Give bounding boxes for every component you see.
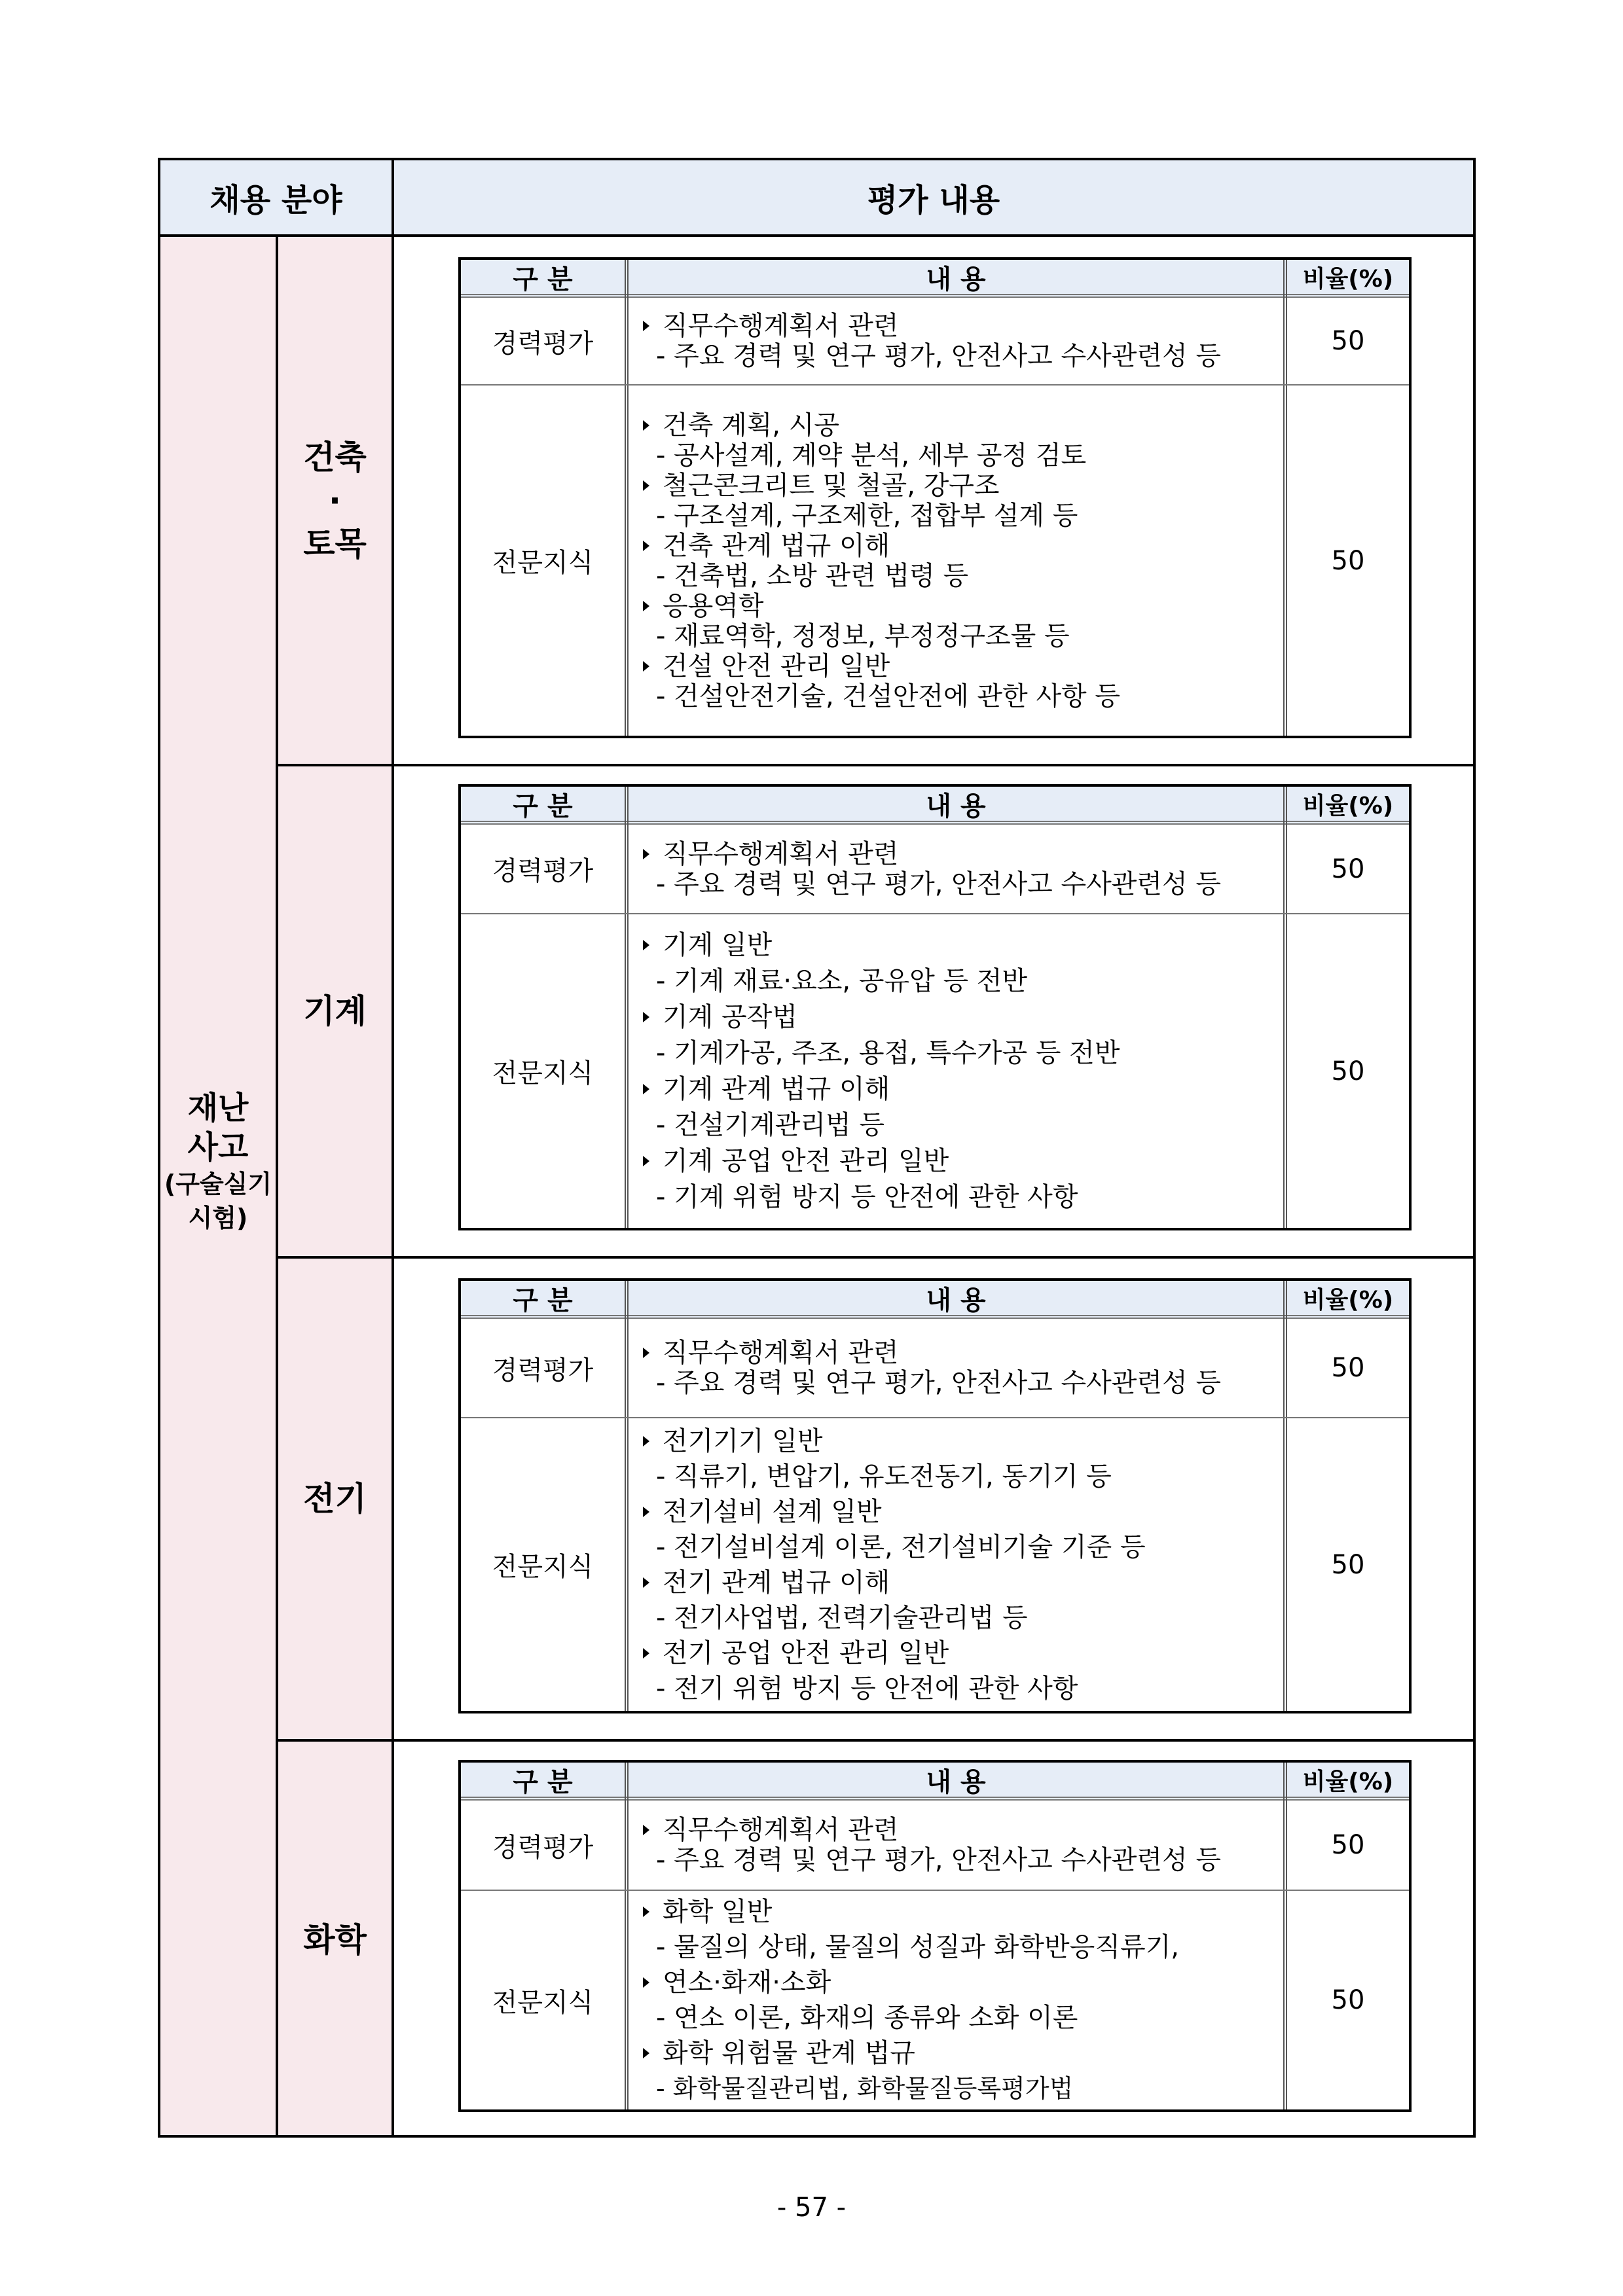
field-label-chemical	[278, 1742, 392, 2138]
field-line: 전기	[303, 1480, 367, 1518]
sub-item: - 전기 위험 방지 등 안전에 관한 사항	[656, 1673, 1078, 1704]
bullet-item	[643, 2036, 1298, 2071]
sub-item: - 전기설비설계 이론, 전기설비기술 기준 등	[656, 1532, 1146, 1562]
eval-table-header	[461, 1281, 1409, 1319]
field-label-mechanical	[278, 766, 392, 1256]
bullet-item	[643, 651, 1298, 681]
bullet-text: 화학 위험물 관계 법규	[663, 2038, 915, 2068]
section-divider-3	[278, 1739, 1473, 1742]
row-type: 전문지식	[492, 548, 594, 578]
table-header-row	[160, 160, 1473, 234]
col-header-ratio: 비율(%)	[1302, 792, 1394, 819]
sub-item: - 건축법, 소방 관련 법령 등	[656, 560, 969, 591]
sub-item: - 기계가공, 주조, 용접, 특수가공 등 전반	[656, 1037, 1120, 1068]
field-line: 기계	[303, 992, 367, 1030]
bullet-text: 직무수행계획서 관련	[663, 1338, 899, 1368]
bullet-text: 철근콘크리트 및 철골, 강구조	[663, 470, 1000, 501]
bullet-item	[643, 311, 1298, 341]
col-header-content: 내 용	[926, 791, 986, 821]
section-divider-1	[278, 764, 1473, 766]
bullet-item	[643, 1338, 1298, 1368]
bullet-item	[643, 531, 1298, 561]
eval-table-header	[461, 260, 1409, 298]
header-field-cell	[160, 160, 392, 234]
sub-item: - 건설기계관리법 등	[656, 1109, 884, 1140]
row-ratio: 50	[1331, 545, 1365, 576]
bullet-text: 기계 일반	[663, 929, 773, 960]
col-header-category: 구 분	[513, 1767, 573, 1797]
triangle-bullet-icon	[643, 420, 649, 431]
field-line: 토목	[303, 524, 367, 563]
bullet-item	[643, 1494, 1298, 1530]
row-type: 경력평가	[492, 856, 594, 886]
sub-item: - 공사설계, 계약 분석, 세부 공정 검토	[656, 440, 1087, 471]
sub-item: - 물질의 상태, 물질의 성질과 화학반응직류기,	[656, 1932, 1179, 1962]
col-header-category: 구 분	[513, 1285, 573, 1316]
sub-item: - 기계 재료·요소, 공유압 등 전반	[656, 965, 1028, 996]
bullet-text: 기계 공업 안전 관리 일반	[663, 1145, 949, 1176]
row-content	[629, 1418, 1298, 1711]
triangle-bullet-icon	[643, 1012, 649, 1022]
category-line-2: 사고	[187, 1129, 249, 1166]
header-field-label: 채용 분야	[210, 182, 342, 219]
row-type: 경력평가	[492, 1355, 594, 1386]
bullet-item	[643, 1965, 1298, 2000]
row-type: 경력평가	[492, 1832, 594, 1863]
triangle-bullet-icon	[643, 661, 649, 672]
eval-table-electrical	[458, 1278, 1412, 1713]
row-ratio: 50	[1331, 853, 1365, 884]
sub-item: - 주요 경력 및 연구 평가, 안전사고 수사관련성 등	[656, 341, 1222, 371]
bullet-item	[643, 1424, 1298, 1459]
field-line: ·	[329, 481, 341, 520]
eval-table-architecture	[458, 257, 1412, 738]
bullet-item	[643, 471, 1298, 501]
sub-item: - 주요 경력 및 연구 평가, 안전사고 수사관련성 등	[656, 1368, 1222, 1398]
sub-item: - 전기사업법, 전력기술관리법 등	[656, 1602, 1028, 1633]
bullet-text: 전기설비 설계 일반	[663, 1496, 882, 1527]
triangle-bullet-icon	[643, 2048, 649, 2058]
bullet-text: 기계 공작법	[663, 1001, 797, 1032]
col-header-category: 구 분	[513, 791, 573, 821]
sub-item: - 기계 위험 방지 등 안전에 관한 사항	[656, 1181, 1078, 1212]
row-type: 전문지식	[492, 1552, 594, 1582]
triangle-bullet-icon	[643, 601, 649, 611]
bullet-text: 전기기기 일반	[663, 1426, 823, 1456]
field-label-electrical	[278, 1259, 392, 1739]
bullet-text: 기계 관계 법규 이해	[663, 1073, 890, 1104]
row-ratio: 50	[1331, 1830, 1365, 1860]
triangle-bullet-icon	[643, 1577, 649, 1588]
row-content	[629, 1319, 1298, 1417]
bullet-item	[643, 999, 1298, 1035]
category-line-1: 재난	[187, 1090, 249, 1126]
col-header-content: 내 용	[926, 1767, 986, 1797]
row-ratio: 50	[1331, 1056, 1365, 1086]
row-ratio: 50	[1331, 1353, 1365, 1383]
bullet-text: 건축 계획, 시공	[663, 410, 839, 440]
col-header-content: 내 용	[926, 1285, 986, 1316]
row-content	[629, 825, 1298, 913]
sub-item: - 건설안전기술, 건설안전에 관한 사항 등	[656, 681, 1120, 711]
row-ratio: 50	[1331, 1985, 1365, 2015]
bullet-item	[643, 1565, 1298, 1600]
bullet-text: 직무수행계획서 관련	[663, 311, 899, 341]
eval-table-header	[461, 1763, 1409, 1801]
col-header-content: 내 용	[926, 264, 986, 295]
triangle-bullet-icon	[643, 940, 649, 950]
triangle-bullet-icon	[643, 541, 649, 551]
row-ratio: 50	[1331, 1549, 1365, 1580]
triangle-bullet-icon	[643, 480, 649, 491]
sub-item: - 구조설계, 구조제한, 접합부 설계 등	[656, 500, 1078, 531]
row-type: 경력평가	[492, 328, 594, 359]
section-divider-2	[278, 1256, 1473, 1259]
bullet-text: 직무수행계획서 관련	[663, 1815, 899, 1845]
field-line: 화학	[303, 1920, 367, 1959]
row-content	[629, 1801, 1298, 1890]
bullet-text: 건설 안전 관리 일반	[663, 651, 890, 681]
triangle-bullet-icon	[643, 1907, 649, 1917]
bullet-item	[643, 591, 1298, 621]
bullet-text: 전기 공업 안전 관리 일반	[663, 1638, 949, 1668]
row-type: 전문지식	[492, 1058, 594, 1088]
sub-item: - 연소 이론, 화재의 종류와 소화 이론	[656, 2003, 1078, 2033]
triangle-bullet-icon	[643, 1156, 649, 1166]
row-content	[629, 914, 1298, 1228]
category-line-3: (구술실기	[164, 1170, 272, 1198]
bullet-text: 전기 관계 법규 이해	[663, 1567, 890, 1598]
col-header-ratio: 비율(%)	[1302, 1286, 1394, 1314]
col-header-ratio: 비율(%)	[1302, 265, 1394, 293]
row-type: 전문지식	[492, 1987, 594, 2018]
bullet-text: 연소·화재·소화	[663, 1967, 831, 1998]
col-header-ratio: 비율(%)	[1302, 1768, 1394, 1795]
eval-table-mechanical	[458, 784, 1412, 1230]
bullet-text: 화학 일반	[663, 1897, 773, 1927]
bullet-item	[643, 1894, 1298, 1929]
bullet-item	[643, 1071, 1298, 1107]
triangle-bullet-icon	[643, 321, 649, 331]
bullet-text: 건축 관계 법규 이해	[663, 530, 890, 561]
bullet-item	[643, 927, 1298, 963]
sub-item: - 화학물질관리법, 화학물질등록평가법	[656, 2074, 1074, 2103]
triangle-bullet-icon	[643, 849, 649, 859]
bullet-item	[643, 1143, 1298, 1179]
field-line: 건축	[303, 438, 367, 476]
col-header-category: 구 분	[513, 264, 573, 295]
sub-item: - 주요 경력 및 연구 평가, 안전사고 수사관련성 등	[656, 869, 1222, 899]
row-ratio: 50	[1331, 326, 1365, 356]
triangle-bullet-icon	[643, 1507, 649, 1517]
eval-table-header	[461, 787, 1409, 825]
sub-item: - 재료역학, 정정보, 부정정구조물 등	[656, 620, 1070, 651]
triangle-bullet-icon	[643, 1084, 649, 1094]
bullet-item	[643, 839, 1298, 869]
category-line-4: 시험)	[188, 1204, 248, 1232]
row-content	[629, 298, 1298, 384]
main-table	[158, 158, 1476, 2138]
header-content-cell	[394, 160, 1473, 234]
bullet-item	[643, 1636, 1298, 1671]
category-label	[160, 1064, 276, 1260]
header-content-label: 평가 내용	[867, 182, 1000, 219]
triangle-bullet-icon	[643, 1825, 649, 1835]
field-label-architecture	[278, 237, 392, 764]
column-divider-2	[392, 160, 394, 2135]
triangle-bullet-icon	[643, 1648, 649, 1659]
bullet-text: 응용역학	[663, 590, 764, 621]
bullet-item	[643, 1815, 1298, 1845]
sub-item: - 직류기, 변압기, 유도전동기, 동기기 등	[656, 1461, 1112, 1492]
bullet-text: 직무수행계획서 관련	[663, 838, 899, 869]
row-content	[629, 386, 1298, 736]
page-number: - 57 -	[776, 2193, 847, 2223]
triangle-bullet-icon	[643, 1436, 649, 1446]
row-content	[629, 1891, 1298, 2109]
bullet-item	[643, 410, 1298, 440]
sub-item: - 주요 경력 및 연구 평가, 안전사고 수사관련성 등	[656, 1845, 1222, 1875]
triangle-bullet-icon	[643, 1348, 649, 1358]
triangle-bullet-icon	[643, 1977, 649, 1988]
eval-table-chemical	[458, 1760, 1412, 2112]
